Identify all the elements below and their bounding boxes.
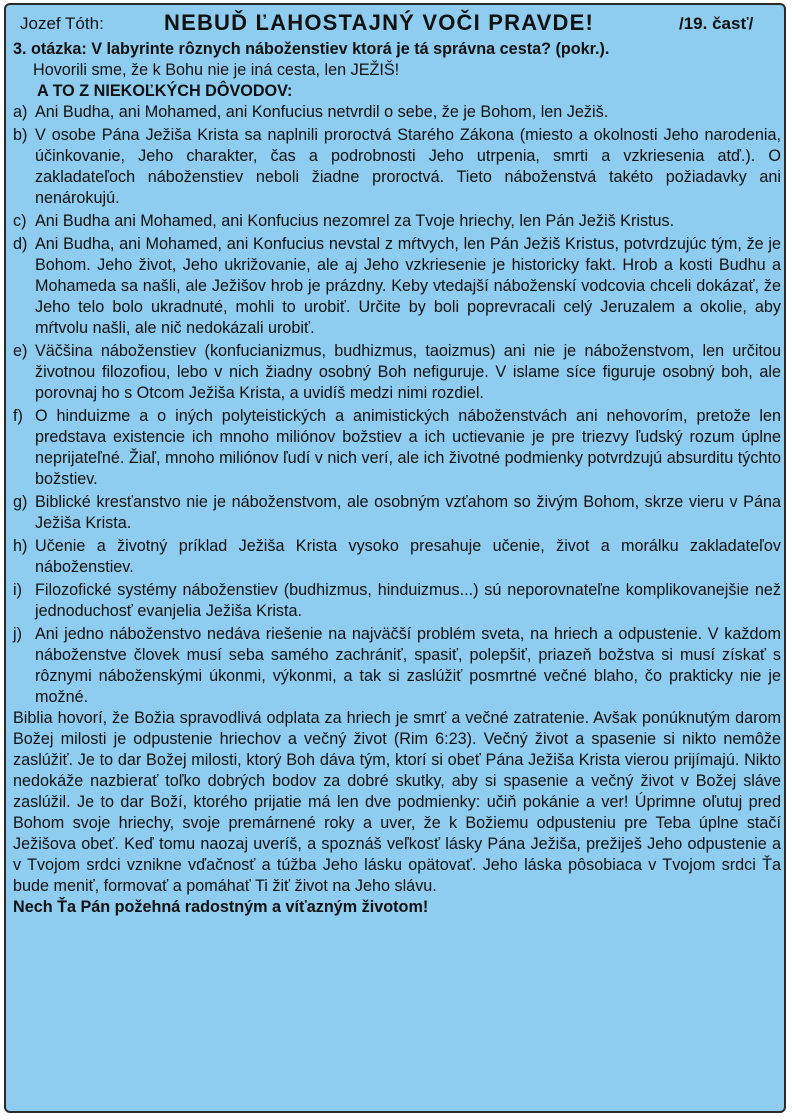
list-item xyxy=(13,125,781,209)
article-body xyxy=(13,39,781,918)
list-item-text: Väčšina náboženstiev (konfucianizmus, budhizmus, taoizmus) ani nie je náboženstvom, len určitou životnou filozofiou, lebo v nich žiadny osobný Boh nefiguruje. V islame síce figuruje osobný boh, ale porovnaj ho s Otcom Ježiša Krista, a uvidíš medzi nimi rozdiel. xyxy=(35,342,781,402)
list-item xyxy=(13,406,781,490)
closing-blessing: Nech Ťa Pán požehná radostným a víťazným životom! xyxy=(13,898,429,916)
list-item-text: Ani Budha ani Mohamed, ani Konfucius nezomrel za Tvoje hriechy, len Pán Ježiš Kristus. xyxy=(35,212,675,230)
question-heading: 3. otázka: V labyrinte rôznych náboženstiev ktorá je tá správna cesta? (pokr.). xyxy=(13,40,610,58)
list-item xyxy=(13,536,781,578)
list-item-text: Filozofické systémy náboženstiev (budhizmus, hinduizmus...) sú neporovnateľne komplikovanejšie než jednoduchosť evanjelia Ježiša Krista. xyxy=(35,581,781,620)
list-item xyxy=(13,492,781,534)
reasons-list xyxy=(13,102,781,708)
reasons-subheading: A TO Z NIEKOĽKÝCH DÔVODOV: xyxy=(37,82,293,100)
list-item xyxy=(13,624,781,708)
list-item-letter: b) xyxy=(13,126,28,144)
list-item-letter: h) xyxy=(13,537,28,555)
list-item-letter: i) xyxy=(13,581,22,599)
list-item-letter: j) xyxy=(13,625,22,643)
list-item xyxy=(13,102,781,123)
list-item-letter: f) xyxy=(13,407,23,425)
article-header xyxy=(6,9,784,39)
intro-statement: Hovorili sme, že k Bohu nie je iná cesta, len JEŽIŠ! xyxy=(33,61,400,79)
list-item-text: Ani Budha, ani Mohamed, ani Konfucius nevstal z mŕtvych, len Pán Ježiš Kristus, potvrdzujúc tým, že je Bohom. Jeho život, Jeho ukrižovanie, ale aj Jeho vzkriesenie je historicky fakt. Hrob a kosti Budhu a Mohameda sa našli, ale Ježišov hrob je prázdny. Keby vtedajší náboženskí vodcovia chceli dokázať, že Jeho telo bolo ukradnuté, mohli to urobiť. Určite by boli poprevracali celý Jeruzalem a okolie, aby mŕtvolu našli, ale nič nedokázali urobiť. xyxy=(35,235,781,337)
list-item xyxy=(13,341,781,404)
list-item-text: Ani jedno náboženstvo nedáva riešenie na najväčší problém sveta, na hriech a odpustenie. V každom náboženstve človek musí seba samého zachrániť, spasiť, polepšiť, priazeň božstva si musí získať s rôznymi náboženskými úkonmi, výkonmi, a tak si zaslúžiť posmrtné večné blaho, čo prakticky nie je možné. xyxy=(35,625,781,706)
list-item-text: Biblické kresťanstvo nie je náboženstvom, ale osobným vzťahom so živým Bohom, skrze vieru v Pána Ježiša Krista. xyxy=(35,493,781,532)
conclusion-paragraph: Biblia hovorí, že Božia spravodlivá odplata za hriech je smrť a večné zatratenie. Avšak ponúknutým darom Božej milosti je odpustenie hriechov a večný život (Rim 6:23). Večný život a spasenie si nikto nemôže zaslúžiť. Je to dar Božej milosti, ktorý Boh dáva tým, ktorí si obeť Pána Ježiša Krista vierou prijímajú. Nikto nedokáže nazbierať toľko dobrých bodov za dobré skutky, aby si spasenie a večný život v Božej sláve zaslúžil. Je to dar Boží, ktorého prijatie má len dve podmienky: učiň pokánie a ver! Úprimne oľutuj pred Bohom svoje hriechy, svoje premárnené roky a uver, že k Božiemu odpusteniu pre Teba úplne stačí Ježišova obeť. Keď tomu naozaj uveríš, a spoznáš veľkosť lásky Pána Ježiša, prežiješ Jeho odpustenie a v Tvojom srdci vznikne vďačnosť a túžba Jeho lásku opätovať. Jeho láska pôsobiaca v Tvojom srdci Ťa bude meniť, formovať a pomáhať Ti žiť život na Jeho slávu. xyxy=(13,709,781,895)
list-item-letter: a) xyxy=(13,103,28,121)
list-item-text: Ani Budha, ani Mohamed, ani Konfucius netvrdil o sebe, že je Bohom, len Ježiš. xyxy=(35,103,609,121)
list-item-letter: c) xyxy=(13,212,27,230)
list-item-letter: g) xyxy=(13,493,28,511)
list-item-text: O hinduizme a o iných polyteistických a animistických náboženstvách ani nehovorím, pretože len predstava existencie ich mnoho miliónov božstiev a ich uctievanie je pre triezvy ľudský rozum úplne neprijateľné. Žiaľ, mnoho miliónov ľudí v nich verí, ale ich životné podmienky potvrdzujú absurditu týchto božstiev. xyxy=(35,407,781,488)
part-number: /19. časť/ xyxy=(679,14,754,33)
list-item-letter: d) xyxy=(13,235,28,253)
list-item xyxy=(13,580,781,622)
list-item-text: Učenie a životný príklad Ježiša Krista vysoko presahuje učenie, život a morálku zakladateľov náboženstiev. xyxy=(35,537,781,576)
list-item-letter: e) xyxy=(13,342,28,360)
article-panel xyxy=(4,3,786,1113)
article-title: NEBUĎ ĽAHOSTAJNÝ VOČI PRAVDE! xyxy=(164,10,595,35)
author-name: Jozef Tóth: xyxy=(20,14,104,33)
list-item-text: V osobe Pána Ježiša Krista sa naplnili proroctvá Starého Zákona (miesto a okolnosti Jeho narodenia, účinkovanie, Jeho charakter, čas a podrobnosti Jeho utrpenia, smrti a vzkriesenia atď.). O zakladateľoch náboženstiev neboli žiadne proroctvá. Tieto náboženstvá takéto požiadavky ani nenárokujú. xyxy=(35,126,781,207)
list-item xyxy=(13,234,781,339)
list-item xyxy=(13,211,781,232)
